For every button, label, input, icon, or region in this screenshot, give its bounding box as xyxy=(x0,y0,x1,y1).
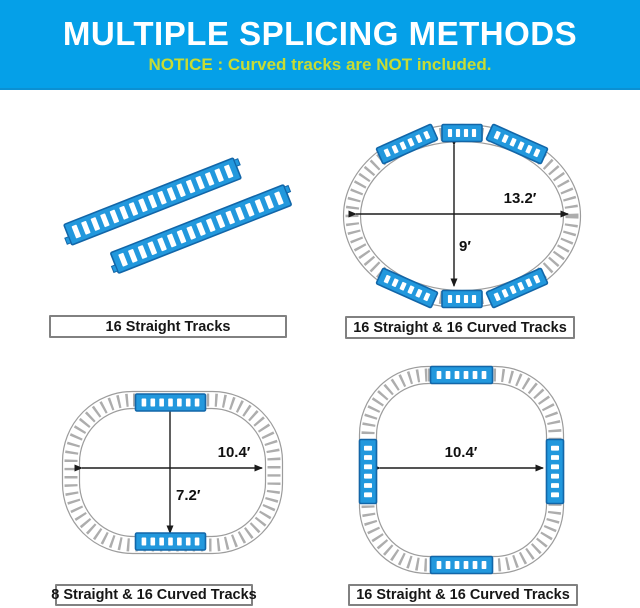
dim-label-square-width: 10.4′ xyxy=(444,444,478,461)
caption-box-small-oval: 8 Straight & 16 Curved Tracks xyxy=(55,584,253,606)
straight-track-piece xyxy=(376,124,438,164)
straight-track-piece xyxy=(431,557,493,574)
caption-box-rounded-square: 16 Straight & 16 Curved Tracks xyxy=(348,584,578,606)
straight-track-piece xyxy=(360,440,377,504)
curved-track-ties xyxy=(368,375,555,565)
straight-track-piece xyxy=(376,268,438,308)
straight-track-piece xyxy=(486,124,548,164)
straight-track-piece xyxy=(136,394,206,411)
dim-label-large-oval-height: 9′ xyxy=(459,238,471,255)
straight-tracks-graphic xyxy=(60,156,295,274)
large-oval-track-graphic xyxy=(344,124,581,308)
caption-box-straight-tracks: 16 Straight Tracks xyxy=(49,315,287,338)
dim-label-small-oval-height: 7.2′ xyxy=(176,487,201,504)
dim-label-large-oval-width: 13.2′ xyxy=(503,190,537,207)
small-oval-track-graphic xyxy=(63,392,283,554)
notice-text: NOTICE : Curved tracks are NOT included. xyxy=(148,54,492,74)
straight-track-piece xyxy=(547,440,564,504)
straight-track-piece xyxy=(486,268,548,308)
caption-box-large-oval: 16 Straight & 16 Curved Tracks xyxy=(345,316,575,339)
straight-track-piece xyxy=(431,367,493,384)
curved-track-ties xyxy=(71,400,274,545)
straight-track-piece xyxy=(442,125,482,142)
rounded-square-track-graphic xyxy=(360,367,564,574)
straight-track-piece xyxy=(136,533,206,550)
straight-track-piece xyxy=(442,291,482,308)
page-title: MULTIPLE SPLICING METHODS xyxy=(62,15,578,52)
dim-label-small-oval-width: 10.4′ xyxy=(217,444,251,461)
